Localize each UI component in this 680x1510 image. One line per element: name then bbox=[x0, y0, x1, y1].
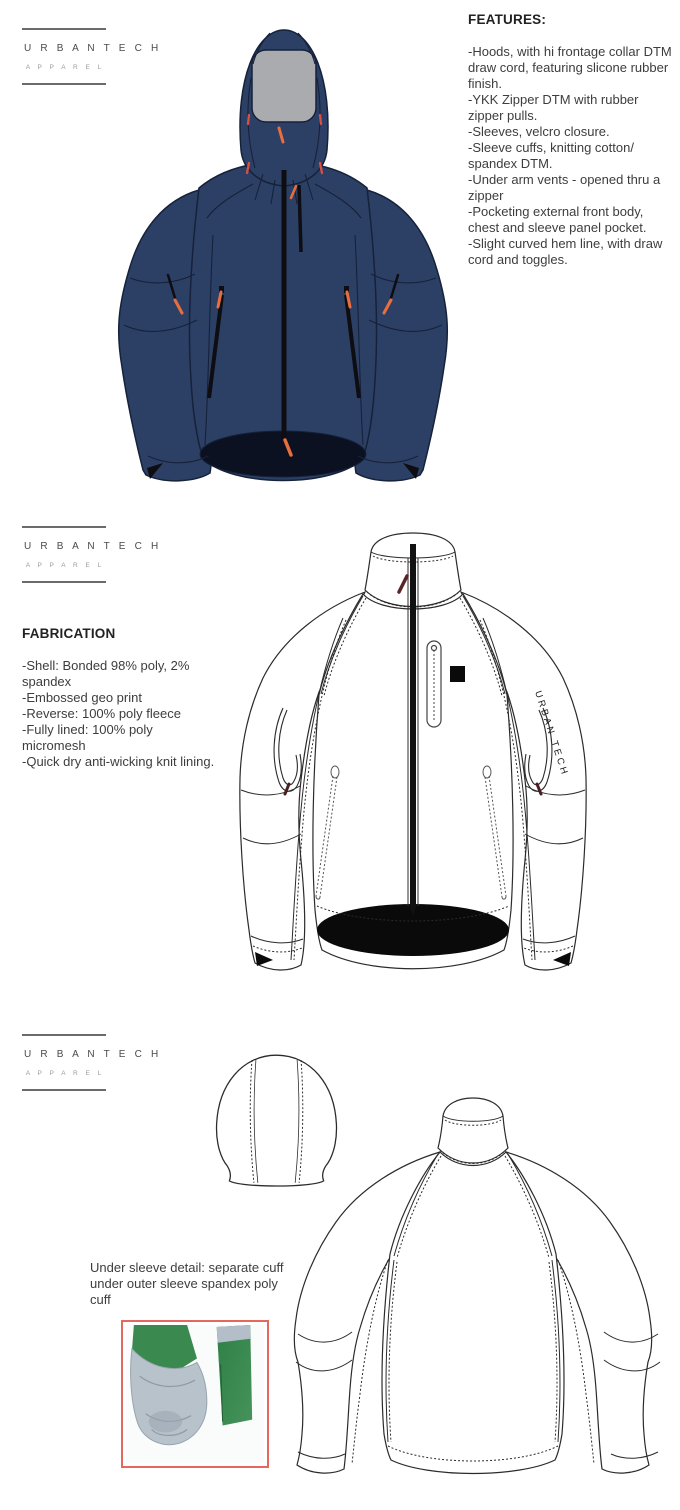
feature-item: -Sleeve cuffs, knitting cotton/ spandex DTM. bbox=[468, 140, 634, 171]
brand-logo-middle bbox=[22, 526, 162, 583]
logo-rule-top bbox=[22, 526, 106, 528]
chest-pocket-zipper bbox=[427, 641, 441, 727]
collar bbox=[438, 1098, 508, 1163]
logo-rule-bottom bbox=[22, 581, 106, 583]
features-title: FEATURES: bbox=[468, 12, 547, 27]
feature-item: -Slight curved hem line, with draw cord and toggles. bbox=[468, 236, 663, 267]
brand-subtitle: A P P A R E L bbox=[25, 562, 105, 569]
brand-subtitle: A P P A R E L bbox=[25, 1070, 105, 1077]
under-sleeve-note: Under sleeve detail: separate cuff under outer sleeve spandex poly cuff bbox=[90, 1260, 284, 1307]
brand-subtitle: A P P A R E L bbox=[25, 64, 105, 71]
navy-jacket-illustration bbox=[103, 20, 463, 495]
features-list bbox=[468, 44, 674, 268]
sleeve-logo-text: URBAN TECH bbox=[532, 689, 571, 779]
fabrication-title: FABRICATION bbox=[22, 626, 116, 641]
brand-logo-top bbox=[22, 28, 162, 85]
logo-rule-bottom bbox=[22, 1089, 106, 1091]
right-sleeve-strip bbox=[217, 1325, 252, 1426]
feature-item: -Sleeves, velcro closure. bbox=[468, 124, 610, 139]
fabrication-item: -Reverse: 100% poly fleece bbox=[22, 706, 181, 721]
feature-item: -YKK Zipper DTM with rubber zipper pulls. bbox=[468, 92, 639, 123]
cuff-photo-frame bbox=[121, 1320, 269, 1468]
brand-logo-bottom bbox=[22, 1034, 162, 1091]
feature-item: -Hoods, with hi frontage collar DTM draw cord, featuring slicone rubber finish. bbox=[468, 44, 672, 91]
chest-logo-patch bbox=[450, 666, 465, 682]
logo-rule-top bbox=[22, 28, 106, 30]
back-view-illustration bbox=[288, 1094, 668, 1494]
fabrication-item: -Embossed geo print bbox=[22, 690, 142, 705]
fabrication-item: -Quick dry anti-wicking knit lining. bbox=[22, 754, 215, 769]
line-jacket-illustration bbox=[223, 528, 643, 1013]
feature-item: -Pocketing external front body, chest and sleeve panel pocket. bbox=[468, 204, 647, 235]
fabrication-list bbox=[22, 658, 218, 770]
brand-name: U R B A N T E C H bbox=[24, 541, 162, 552]
cuff-detail-photo bbox=[126, 1325, 264, 1463]
logo-rule-top bbox=[22, 1034, 106, 1036]
logo-rule-bottom bbox=[22, 83, 106, 85]
fabrication-item: -Shell: Bonded 98% poly, 2% spandex bbox=[22, 658, 190, 689]
chest-zipper bbox=[299, 185, 301, 252]
hood-face-opening bbox=[252, 50, 316, 122]
feature-item: -Under arm vents - opened thru a zipper bbox=[468, 172, 661, 203]
fabrication-item: -Fully lined: 100% poly micromesh bbox=[22, 722, 153, 753]
back-shell bbox=[294, 1098, 651, 1474]
features-block bbox=[468, 12, 674, 268]
fabrication-block bbox=[22, 626, 218, 770]
brand-name: U R B A N T E C H bbox=[24, 43, 162, 54]
brand-name: U R B A N T E C H bbox=[24, 1049, 162, 1060]
